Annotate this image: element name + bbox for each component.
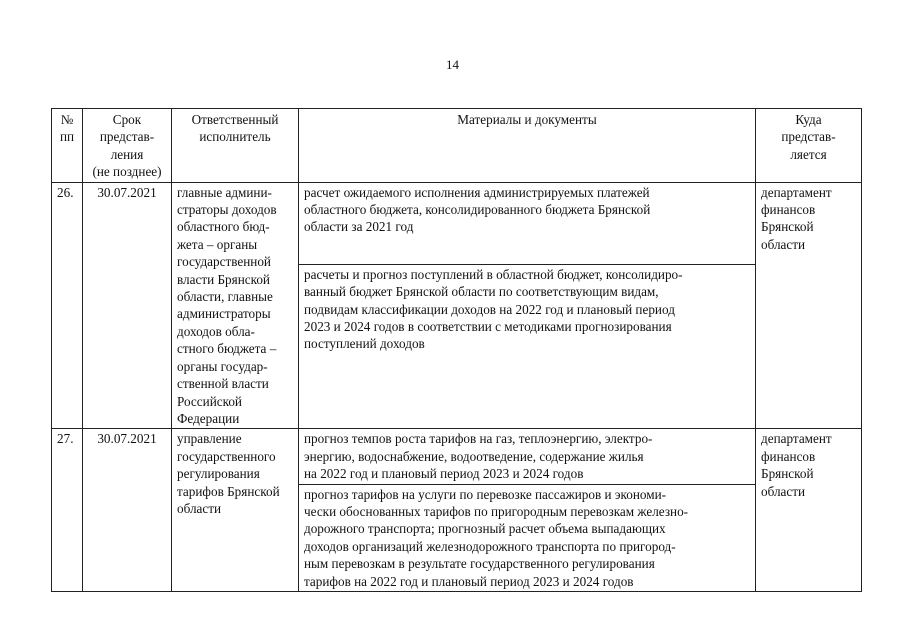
header-number: № пп [52,109,83,183]
row-executor: главные админи- страторы доходов областного бюд- жета – органы государственной власти Брянской области, главные администраторы доходов обла- стного бюджета – органы государ- ственной власти Российской Федерации [172,182,299,429]
header-deadline: Срок представ- ления (не позднее) [83,109,172,183]
table-header-row [52,109,862,183]
header-materials: Материалы и документы [299,109,756,183]
row-material: прогноз темпов роста тарифов на газ, теплоэнергию, электро- энергию, водоснабжение, водоотведение, содержание жилья на 2022 год и плановый период 2023 и 2024 годов [299,429,756,484]
row-material: расчет ожидаемого исполнения администрируемых платежей областного бюджета, консолидированного бюджета Брянской области за 2021 год [299,182,756,264]
row-number: 27. [52,429,83,592]
header-executor: Ответственный исполнитель [172,109,299,183]
row-material: расчеты и прогноз поступлений в областной бюджет, консолидиро- ванный бюджет Брянской области по соответствующим видам, подвидам классификации доходов на 2022 год и плановый период 2023 и 2024 годов в соответствии с методиками прогнозирования поступлений доходов [299,264,756,428]
row-material: прогноз тарифов на услуги по перевозке пассажиров и экономи- чески обоснованных тарифов по пригородным перевозкам железно- дорожного транспорта; прогнозный расчет объема выпадающих доходов организаций железнодорожного транспорта по пригород- ным перевозкам в результате государственного регулирования тарифов на 2022 год и плановый период 2023 и 2024 годов [299,484,756,591]
table-row [52,182,862,264]
row-executor: управление государственного регулирования тарифов Брянской области [172,429,299,592]
row-destination: департамент финансов Брянской области [756,182,862,429]
document-table [51,108,862,592]
row-deadline: 30.07.2021 [83,182,172,429]
table-row [52,429,862,484]
row-number: 26. [52,182,83,429]
page-number: 14 [446,57,459,72]
header-destination: Куда представ- ляется [756,109,862,183]
row-deadline: 30.07.2021 [83,429,172,592]
row-destination: департамент финансов Брянской области [756,429,862,592]
